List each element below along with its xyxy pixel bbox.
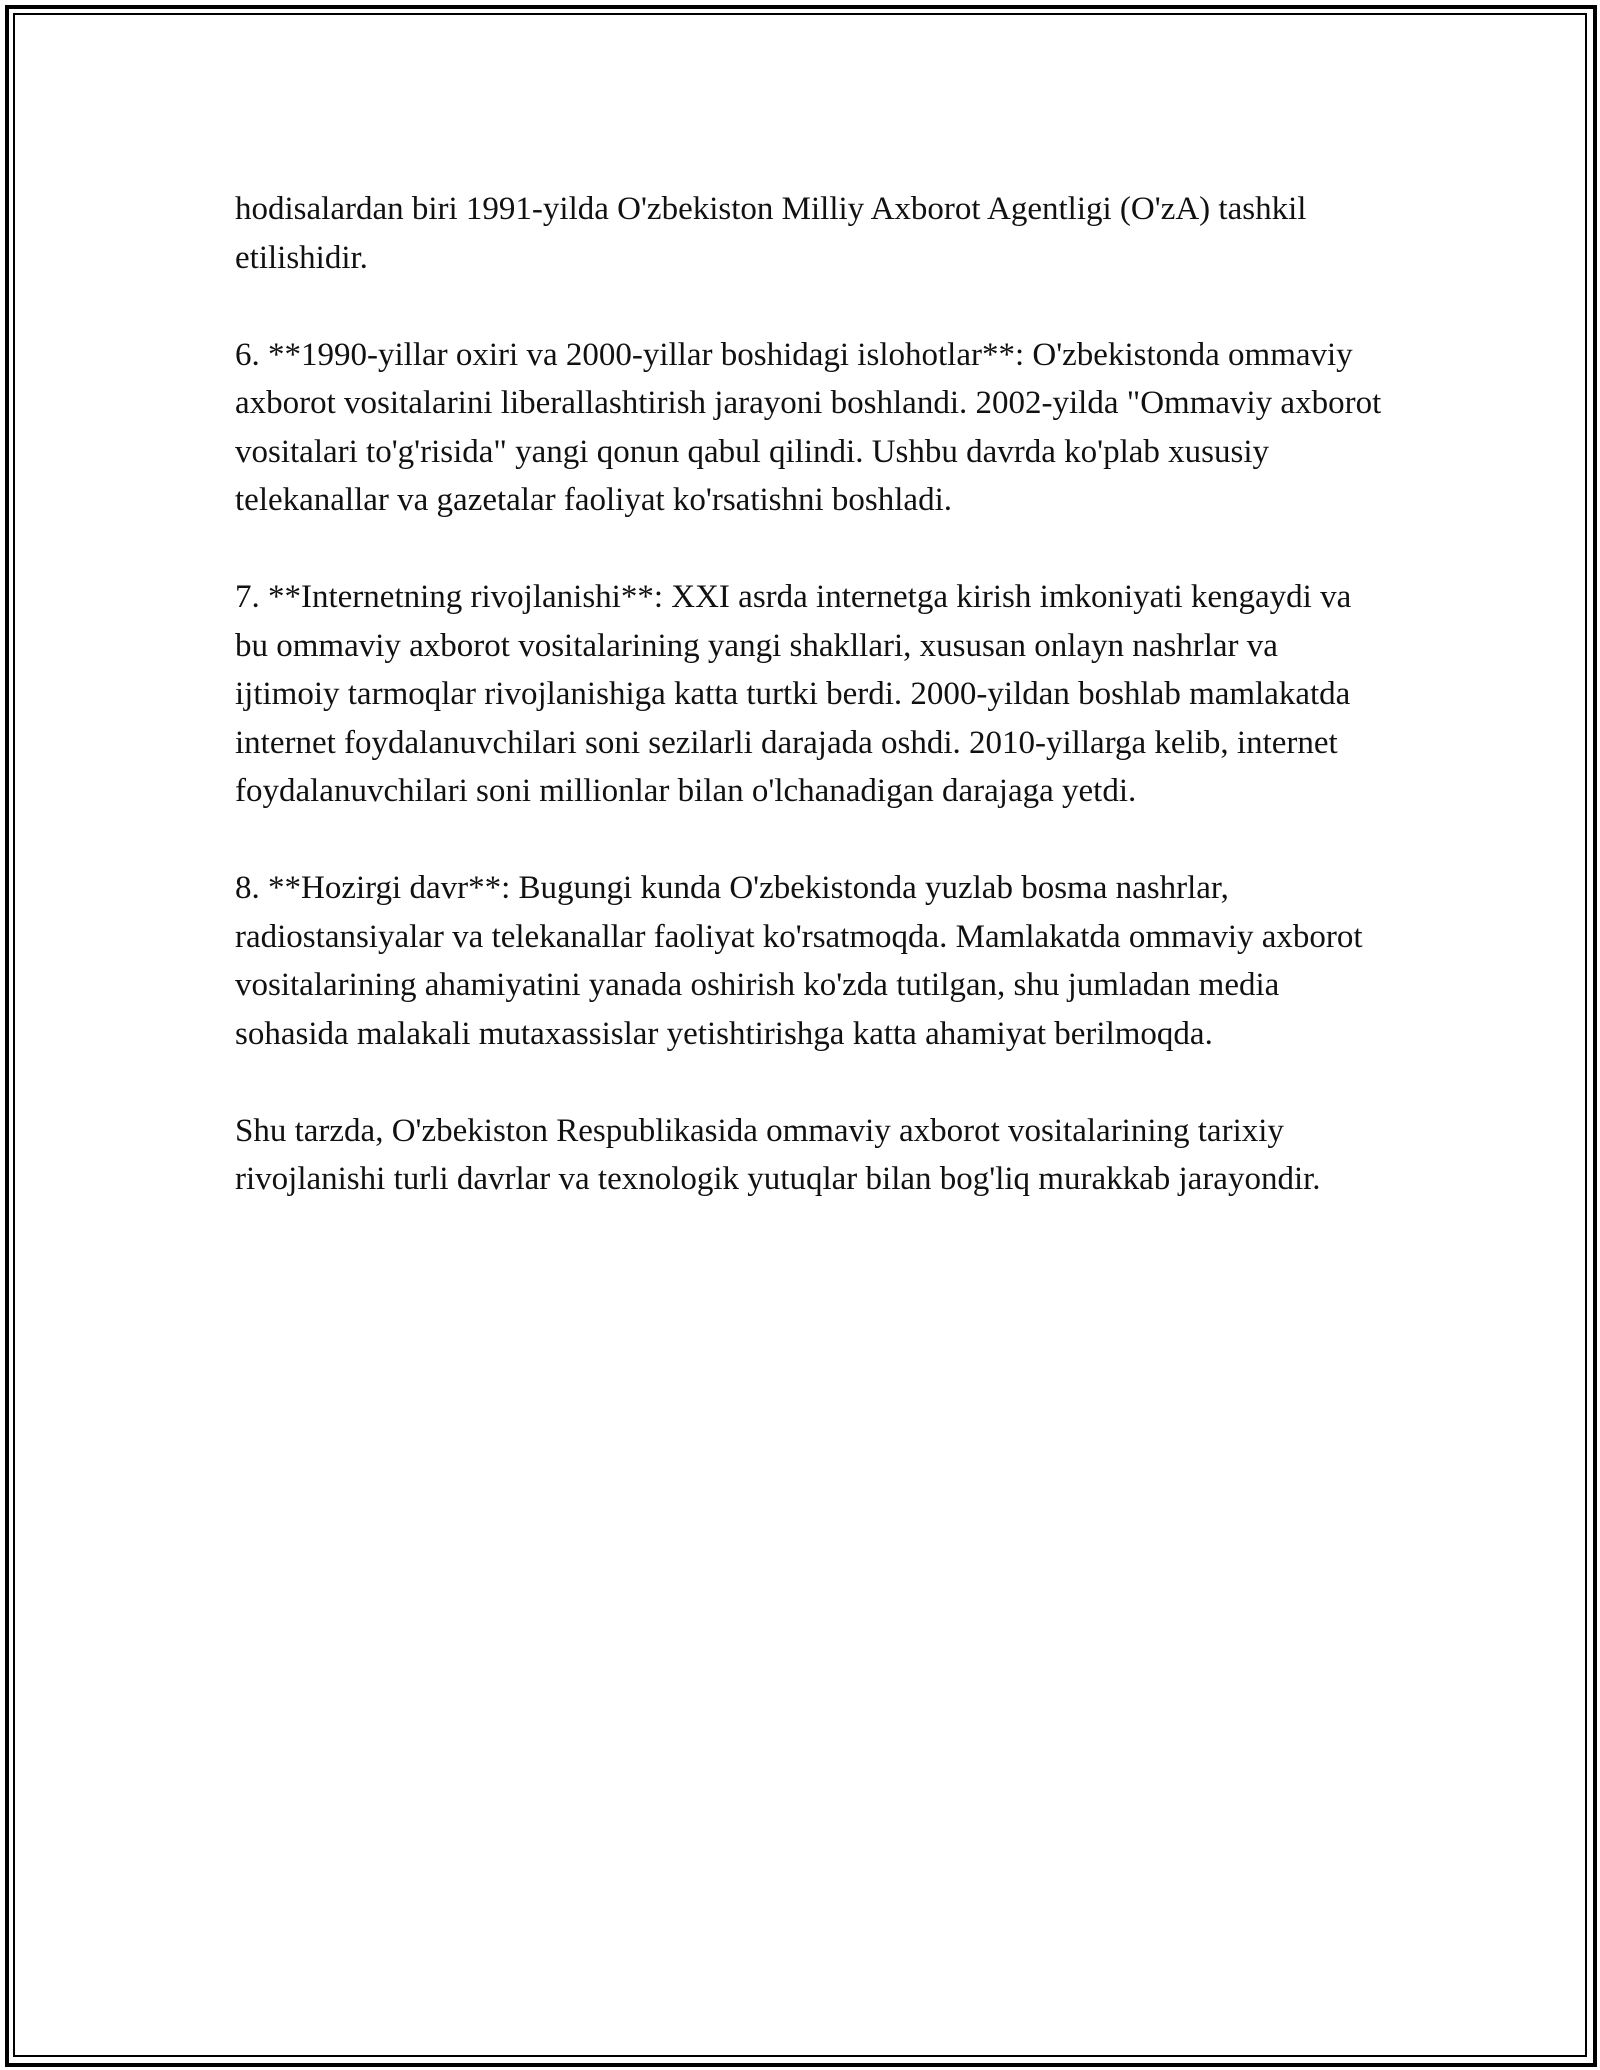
paragraph-intro-continuation: hodisalardan biri 1991-yilda O'zbekiston Milliy Axborot Agentligi (O'zA) tashkil etilishidir. [235, 191, 1307, 276]
paragraph-item-6: 6. **1990-yillar oxiri va 2000-yillar boshidagi islohotlar**: O'zbekistonda ommaviy axborot vositalarini liberallashtirish jarayoni boshlandi. 2002-yilda "Ommaviy axborot vositalari to'g'risida" yangi qonun qabul qilindi. Ushbu davrda ko'plab xususiy telekanallar va gazetalar faoliyat ko'rsatishni boshladi. [235, 336, 1382, 518]
document-body [235, 185, 1385, 1252]
paragraph-conclusion: Shu tarzda, O'zbekiston Respublikasida ommaviy axborot vositalarining tarixiy rivojlanishi turli davrlar va texnologik yutuqlar bilan bog'liq murakkab jarayondir. [235, 1112, 1321, 1197]
paragraph-item-7: 7. **Internetning rivojlanishi**: XXI asrda internetga kirish imkoniyati kengaydi va bu ommaviy axborot vositalarining yangi shakllari, xususan onlayn nashrlar va ijtimoiy tarmoqlar rivojlanishiga katta turtki berdi. 2000-yildan boshlab mamlakatda internet foydalanuvchilari soni sezilarli darajada oshdi. 2010-yillarga kelib, internet foydalanuvchilari soni millionlar bilan o'lchanadigan darajaga yetdi. [235, 579, 1352, 809]
paragraph-item-8: 8. **Hozirgi davr**: Bugungi kunda O'zbekistonda yuzlab bosma nashrlar, radiostansiyalar va telekanallar faoliyat ko'rsatmoqda. Mamlakatda ommaviy axborot vositalarining ahamiyatini yanada oshirish ko'zda tutilgan, shu jumladan media sohasida malakali mutaxassislar yetishtirishga katta ahamiyat berilmoqda. [235, 870, 1363, 1052]
